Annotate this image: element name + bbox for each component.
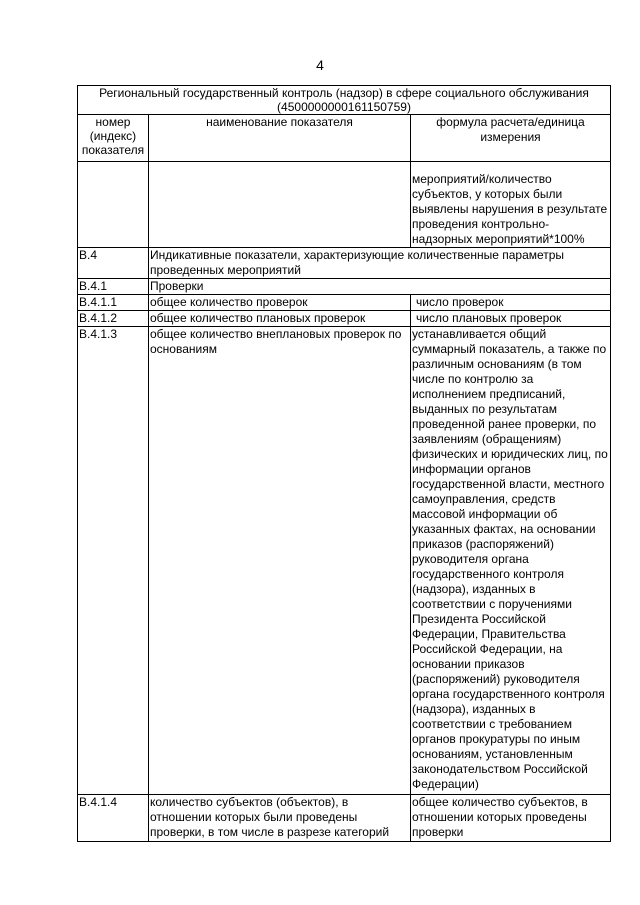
table-row [78, 295, 611, 311]
indicators-table [77, 85, 611, 842]
table-row [78, 279, 611, 295]
cell-index: В.4 [78, 248, 149, 279]
cell-name: общее количество внеплановых проверок по основаниям [149, 327, 411, 795]
cell-formula: число проверок [411, 295, 611, 311]
cell-name-empty [149, 162, 411, 248]
cell-name: количество субъектов (объектов), в отношении которых были проведены проверки, в том числе в разрезе категорий [149, 795, 411, 842]
cell-index: В.4.1.1 [78, 295, 149, 311]
table-title-line2: (4500000000161150759) [277, 100, 411, 114]
table-row [78, 795, 611, 842]
table-row [78, 327, 611, 795]
column-header-name: наименование показателя [149, 115, 411, 162]
table-row [78, 162, 611, 248]
table-title [78, 86, 611, 115]
table-row [78, 311, 611, 327]
cell-index-empty [78, 162, 149, 248]
column-header-formula: формула расчета/единица измерения [411, 115, 611, 162]
table-row [78, 248, 611, 279]
cell-section-title: Индикативные показатели, характеризующие количественные параметры проведенных мероприятий [149, 248, 611, 279]
cell-formula: общее количество субъектов, в отношении которых проведены проверки [411, 795, 611, 842]
table-title-line1: Региональный государственный контроль (надзор) в сфере социального обслуживания [99, 86, 589, 100]
cell-index: В.4.1.2 [78, 311, 149, 327]
table-title-row [78, 86, 611, 115]
cell-formula: устанавливается общий суммарный показатель, а также по различным основаниям (в том числе по контролю за исполнением предписаний, выданных по результатам проведенной ранее проверки, по заявлениям (обращениям) физических и юридических лиц, по информации органов государственной власти, местного самоуправления, средств массовой информации об указанных фактах, на основании приказов (распоряжений) руководителя органа государственного контроля (надзора), изданных в соответствии с поручениями Президента Российской Федерации, Правительства Российской Федерации, на основании приказов (распоряжений) руководителя органа государственного контроля (надзора), изданных в соответствии с требованием органов прокуратуры по иным основаниям, установленным законодательством Российской Федерации) [411, 327, 611, 795]
cell-index: В.4.1.3 [78, 327, 149, 795]
page-number: 4 [316, 57, 324, 73]
cell-name: общее количество плановых проверок [149, 311, 411, 327]
cell-formula: число плановых проверок [411, 311, 611, 327]
column-header-index: номер (индекс) показателя [78, 115, 149, 162]
cell-section-title: Проверки [149, 279, 611, 295]
cell-name: общее количество проверок [149, 295, 411, 311]
cell-index: В.4.1.4 [78, 795, 149, 842]
cell-index: В.4.1 [78, 279, 149, 295]
column-header-row [78, 115, 611, 162]
cell-formula-continued: мероприятий/количество субъектов, у которых были выявлены нарушения в результате проведения контрольно-надзорных мероприятий*100% [411, 162, 611, 248]
